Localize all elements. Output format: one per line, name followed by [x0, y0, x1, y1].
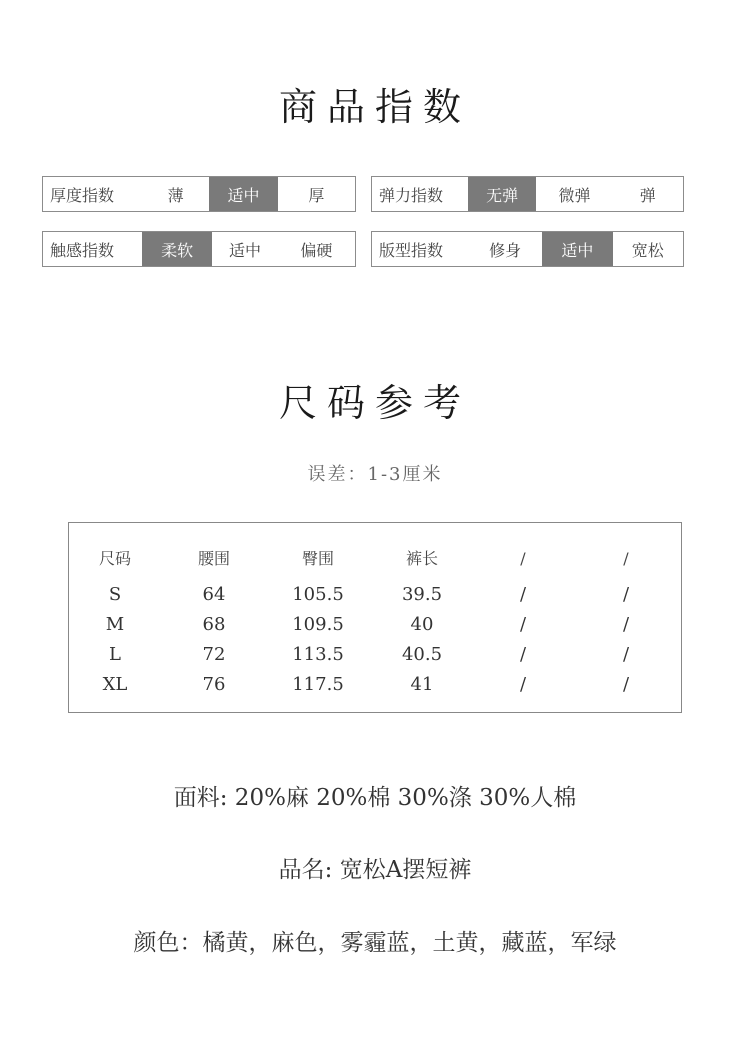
header-cell: 裤长: [405, 549, 438, 568]
thickness-option-medium: 适中: [209, 177, 277, 211]
error-margin-note: 误差：1-3厘米: [307, 464, 443, 485]
elasticity-option-elastic: 弹: [639, 185, 656, 205]
header-cell: 腰围: [197, 549, 230, 568]
table-cell: /: [519, 584, 527, 605]
table-row: [69, 673, 681, 697]
table-cell: S: [108, 584, 122, 605]
table-row: [69, 643, 681, 667]
touch-option-soft: 柔软: [142, 232, 212, 266]
table-cell: /: [519, 644, 527, 665]
elasticity-option-none: 无弹: [468, 177, 536, 211]
touch-index: [42, 231, 356, 267]
size-table-header: [69, 547, 681, 571]
table-cell: 113.5: [292, 644, 344, 665]
fit-index-label: 版型指数: [379, 240, 444, 260]
table-row: [69, 583, 681, 607]
touch-option-medium: 适中: [229, 240, 262, 260]
elasticity-index-label: 弹力指数: [379, 185, 444, 205]
elasticity-option-slight: 微弹: [558, 185, 591, 205]
thickness-option-thin: 薄: [167, 185, 184, 205]
table-cell: 40.5: [401, 644, 443, 665]
table-cell: 40: [410, 614, 434, 635]
table-cell: /: [622, 584, 630, 605]
table-cell: /: [519, 674, 527, 695]
header-cell: /: [623, 549, 629, 568]
table-cell: 68: [202, 614, 226, 635]
table-cell: 117.5: [292, 674, 344, 695]
table-cell: 41: [410, 674, 434, 695]
elasticity-index: [371, 176, 684, 212]
table-cell: XL: [102, 674, 128, 695]
table-cell: /: [622, 674, 630, 695]
table-cell: 72: [202, 644, 226, 665]
product-name-info: 品名: 宽松A摆短裤: [278, 857, 472, 883]
table-cell: /: [519, 614, 527, 635]
color-options-info: 颜色：橘黄，麻色，雾霾蓝，土黄，藏蓝，军绿: [133, 930, 617, 956]
fit-option-regular: 适中: [542, 232, 612, 266]
fit-index: [371, 231, 684, 267]
header-cell: /: [520, 549, 526, 568]
header-cell: 臀围: [301, 549, 334, 568]
product-index-title: 商品指数: [278, 85, 471, 129]
size-reference-title: 尺码参考: [278, 381, 471, 425]
table-cell: 105.5: [292, 584, 344, 605]
table-cell: L: [109, 644, 121, 665]
thickness-option-thick: 厚: [308, 185, 325, 205]
table-cell: /: [622, 644, 630, 665]
table-cell: 39.5: [401, 584, 443, 605]
table-row: [69, 613, 681, 637]
thickness-index-label: 厚度指数: [50, 185, 115, 205]
size-table: [68, 522, 682, 713]
fit-option-slim: 修身: [489, 240, 522, 260]
touch-option-hard: 偏硬: [300, 240, 333, 260]
touch-index-label: 触感指数: [50, 240, 115, 260]
thickness-index: [42, 176, 356, 212]
header-cell: 尺码: [98, 549, 131, 568]
fabric-info: 面料: 20%麻 20%棉 30%涤 30%人棉: [173, 785, 577, 811]
table-cell: 76: [202, 674, 226, 695]
table-cell: 64: [202, 584, 226, 605]
table-cell: M: [105, 614, 125, 635]
table-cell: /: [622, 614, 630, 635]
table-cell: 109.5: [292, 614, 344, 635]
fit-option-loose: 宽松: [631, 240, 664, 260]
